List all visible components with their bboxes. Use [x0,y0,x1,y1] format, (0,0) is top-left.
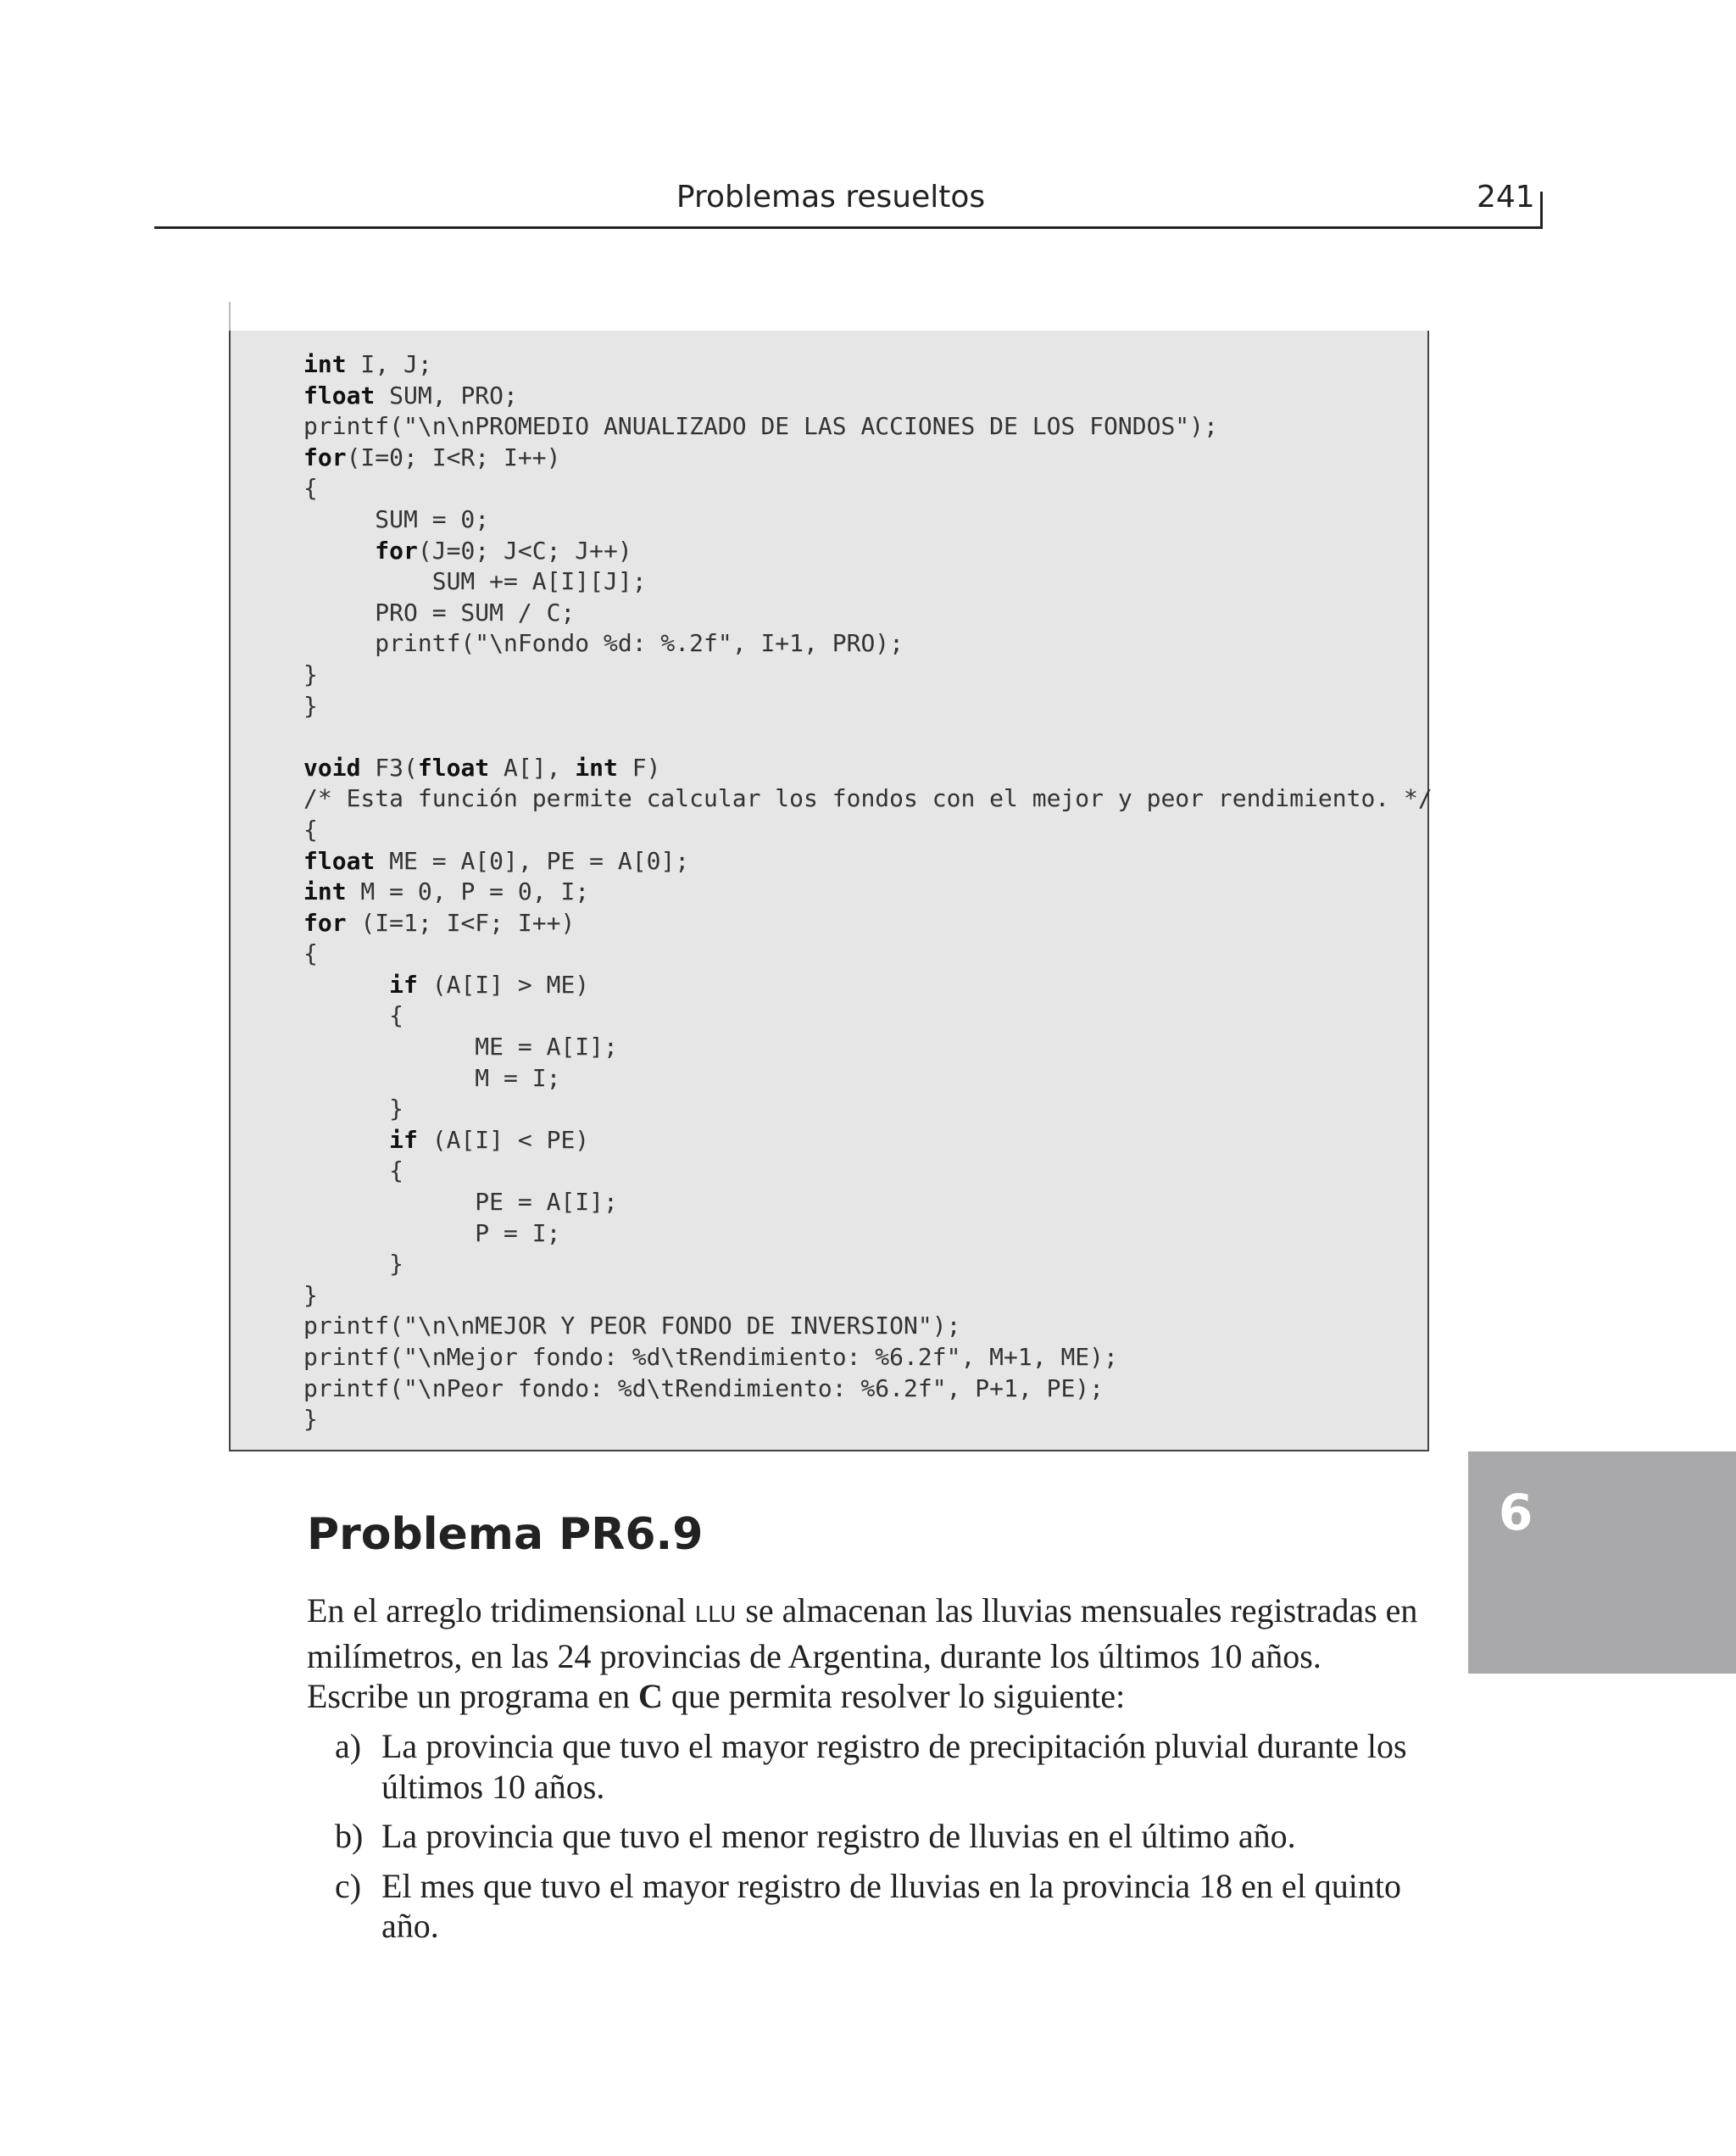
code-line [303,753,1433,784]
statement-text-3: que permita resolver lo siguiente: [662,1677,1126,1715]
code-line [303,381,1433,412]
code-line [303,1000,1433,1032]
code-text: (I=0; I<R; I++) [346,443,561,471]
code-text: I, J; [346,350,432,378]
code-text: } [303,1280,318,1309]
code-line [303,1342,1433,1373]
code-line [303,939,1433,970]
code-line [303,628,1433,660]
code-line [303,660,1433,691]
code-line [303,877,1433,908]
list-item [307,1726,1426,1807]
code-text: { [303,939,318,968]
header-rule-tick [1540,192,1543,229]
code-keyword: float [303,381,376,409]
code-text: F) [617,753,661,782]
code-keyword: int [575,753,618,782]
code-text: } [303,1095,404,1123]
problem-statement [307,1591,1426,1717]
code-text: printf("\n\nMEJOR Y PEOR FONDO DE INVERSION"); [303,1312,961,1340]
list-item [307,1816,1426,1857]
code-line [303,970,1433,1001]
list-item-text: El mes que tuvo el mayor registro de lluvias en la provincia 18 en el quinto año. [381,1866,1402,1945]
code-line [303,1280,1433,1312]
code-text: M = 0, P = 0, I; [346,877,590,906]
code-line [303,598,1433,629]
code-text: PE = A[I]; [303,1188,618,1217]
code-line [303,815,1433,846]
code-text [303,971,389,999]
chapter-tab-number: 6 [1499,1484,1533,1541]
statement-text-1: En el arreglo tridimensional [307,1591,695,1630]
code-text: F3( [360,753,418,782]
code-line [303,908,1433,939]
code-text: printf("\nFondo %d: %.2f", I+1, PRO); [303,629,904,658]
code-keyword: float [417,753,490,782]
code-keyword: int [303,350,347,378]
code-text: (A[I] > ME) [417,970,590,999]
code-line [303,1249,1433,1280]
code-text: SUM = 0; [303,504,490,533]
code-text: (I=1; I<F; I++) [346,908,576,937]
running-header-title: Problemas resueltos [676,180,986,214]
code-text: ME = A[I]; [303,1033,618,1061]
list-item-text: La provincia que tuvo el menor registro de lluvias en el último año. [381,1817,1296,1855]
code-keyword: float [303,846,376,875]
code-line [303,721,1433,753]
code-text: printf("\nMejor fondo: %d\tRendimiento: %6.2f", M+1, ME); [303,1343,1118,1371]
page-number: 241 [1477,180,1535,214]
list-marker: c) [335,1866,362,1905]
code-keyword: for [303,908,347,937]
statement-text-2: se almacenan las lluvias mensuales registradas en milímetros, en las 24 provincias de Argentina, durante los últimos 10 años. Escribe un programa en [307,1591,1418,1715]
code-line [303,349,1433,381]
code-line [303,536,1433,567]
code-text: /* Esta función permite calcular los fondos con el mejor y peor rendimiento. */ [303,784,1433,813]
task-list [307,1726,1426,1956]
code-text [303,537,375,565]
list-marker: a) [335,1727,362,1765]
code-line [303,1032,1433,1063]
code-text: A[], [489,753,576,782]
list-item-text: La provincia que tuvo el mayor registro de precipitación pluvial durante los últimos 10 años. [381,1727,1407,1806]
code-line [303,1187,1433,1218]
code-keyword: if [389,1125,418,1154]
code-text: } [303,1405,318,1434]
code-text: printf("\nPeor fondo: %d\tRendimiento: %6.2f", P+1, PE); [303,1373,1104,1402]
code-text [303,1126,389,1154]
code-text: (J=0; J<C; J++) [417,536,632,565]
list-marker: b) [335,1817,364,1855]
code-line [303,504,1433,536]
code-line [303,411,1433,443]
code-text: (A[I] < PE) [417,1125,590,1154]
code-text: } [303,691,318,720]
code-text: SUM, PRO; [375,381,518,409]
code-line [303,1094,1433,1125]
code-keyword: for [375,536,418,565]
code-line [303,846,1433,877]
code-text: { [303,474,318,503]
code-line [303,566,1433,598]
code-text: { [303,1001,404,1030]
code-listing [303,349,1433,1435]
code-keyword: void [303,753,361,782]
code-text: } [303,1250,404,1279]
code-line [303,1156,1433,1187]
code-line [303,473,1433,504]
code-keyword: for [303,443,347,471]
code-text: printf("\n\nPROMEDIO ANUALIZADO DE LAS ACCIONES DE LOS FONDOS"); [303,412,1218,441]
code-text: } [303,660,318,688]
language-name: C [637,1677,663,1715]
code-text: M = I; [303,1063,561,1092]
code-line [303,1063,1433,1095]
code-line [303,443,1433,474]
list-item [307,1866,1426,1947]
code-text: ME = A[0], PE = A[0]; [375,846,690,875]
code-box-top-edge [229,302,231,332]
code-line [303,783,1433,815]
code-line [303,1404,1433,1435]
header-rule [154,226,1543,229]
code-text: { [303,1156,404,1185]
code-line [303,1218,1433,1250]
array-name-code: LLU [694,1602,737,1628]
code-keyword: if [389,970,418,999]
code-text: P = I; [303,1218,561,1247]
code-line [303,1373,1433,1405]
code-text: PRO = SUM / C; [303,598,576,627]
code-line [303,1125,1433,1156]
code-text: SUM += A[I][J]; [303,567,647,596]
code-line [303,1311,1433,1342]
code-text: { [303,815,318,844]
code-line [303,691,1433,722]
section-title: Problema PR6.9 [307,1509,704,1560]
code-keyword: int [303,877,347,906]
